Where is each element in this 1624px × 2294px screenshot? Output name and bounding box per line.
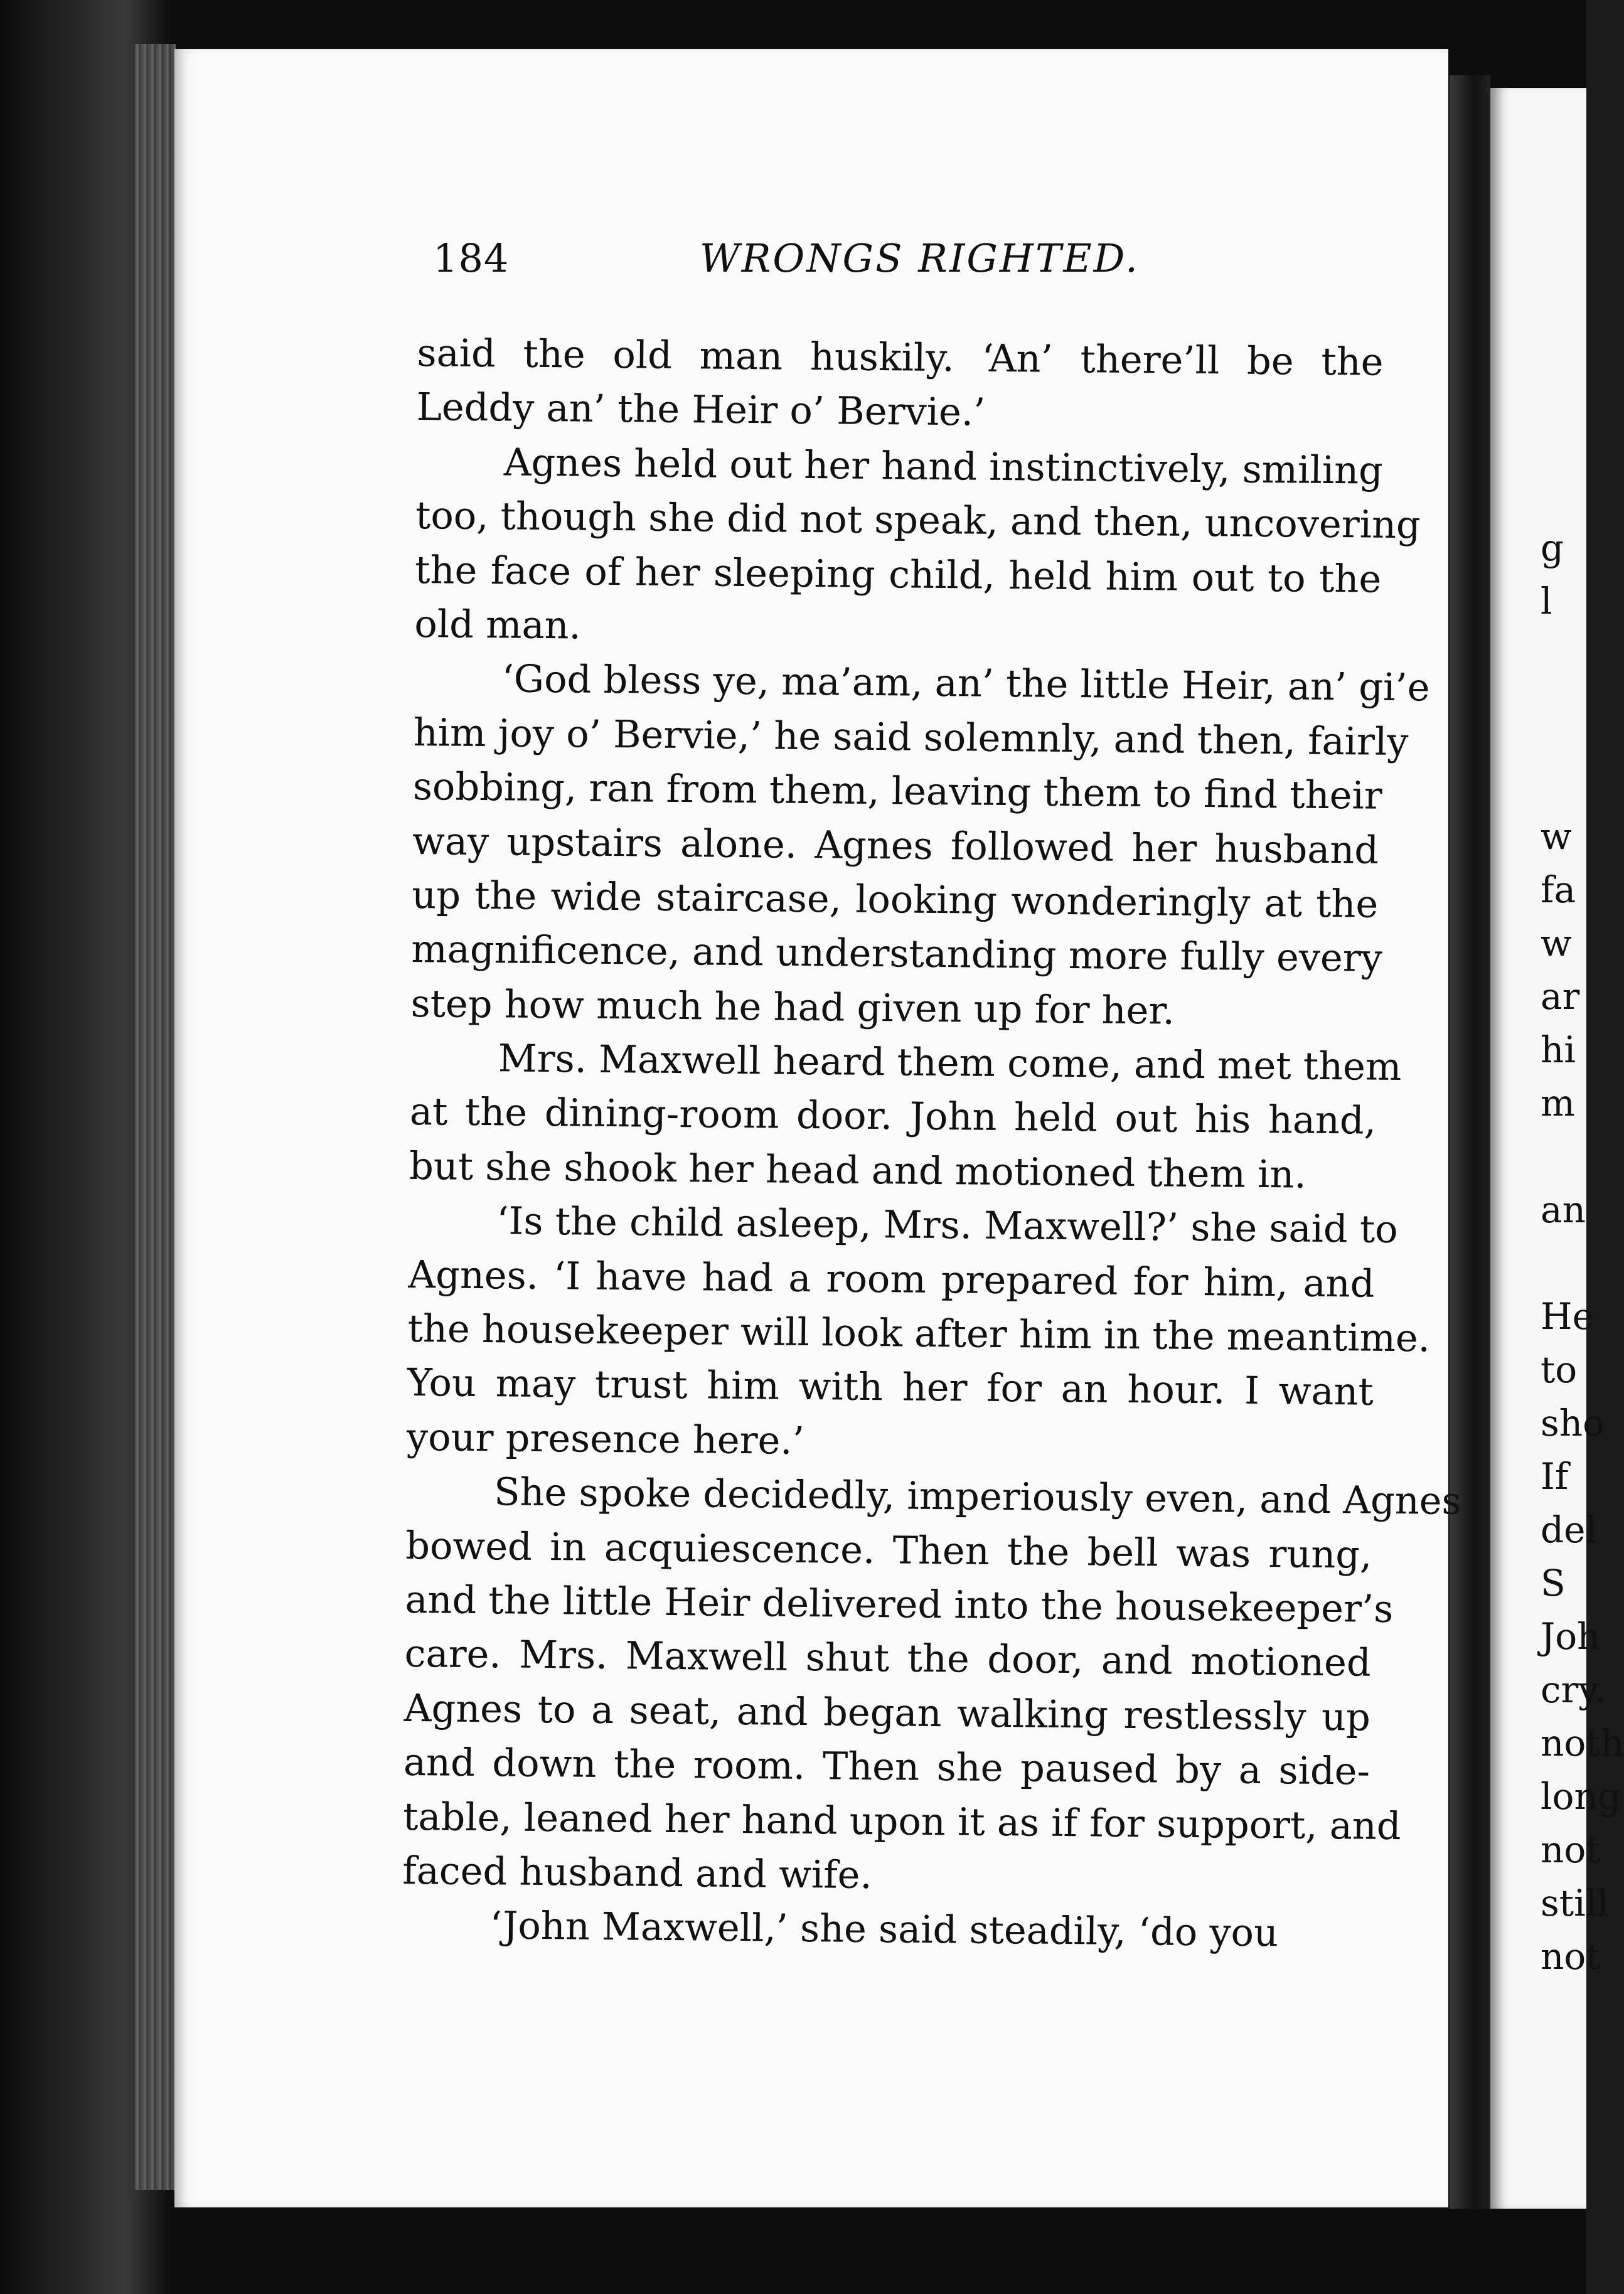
facing-page-fragment: cry. [1541,1668,1606,1711]
facing-page-fragment: not [1541,1828,1601,1871]
facing-page-fragment: If [1541,1455,1569,1498]
text-line: Agnes held out her hand instinctively, smiling [503,440,1384,493]
paragraph [406,1193,1431,1474]
paragraph [414,435,1421,661]
facing-page-fragment: He [1541,1295,1594,1338]
text-line: the housekeeper will look after him in the meantime. [407,1306,1431,1361]
text-line: step how much he had given up for her. [410,981,1175,1033]
text-line: the face of her sleeping child, held him out to the [414,548,1382,602]
facing-page-fragment: m [1541,1082,1575,1124]
facing-page-fragment: Joh [1541,1615,1601,1658]
text-line: care. Mrs. Maxwell shut the door, and motioned [404,1632,1371,1686]
facing-page-fragment: hi [1541,1028,1576,1071]
paragraph [416,326,1384,444]
text-line: up the wide staircase, looking wonderingly at the [411,873,1379,927]
text-line: and the little Heir delivered into the housekeeper’s [405,1577,1394,1632]
text-line: ‘John Maxwell,’ she said steadily, ‘do you [489,1904,1279,1956]
facing-page-fragment: w [1541,922,1572,964]
paragraph [402,1898,1369,1961]
facing-page-fragment: g [1541,526,1564,569]
facing-page-fragment: S [1541,1562,1566,1604]
page-edges [135,44,176,2190]
facing-page-fragment: noth [1541,1722,1624,1764]
text-line: Agnes. ‘I have had a room prepared for him, and [408,1252,1375,1306]
text-line: said the old man huskily. ‘An’ there’ll be the [417,331,1384,385]
facing-page-fragment: l [1541,580,1552,622]
facing-page-fragment: sho [1541,1402,1605,1444]
book-gutter [1450,75,1490,2209]
text-line: at the dining-room door. John held out his hand, [409,1090,1377,1144]
text-line: and down the room. Then she paused by a side- [403,1741,1370,1794]
text-line: faced husband and wife. [402,1849,873,1898]
body-text [402,326,1461,1961]
text-line: ‘God bless ye, ma’am, an’ the little Heir, an’ gi’e [501,657,1430,710]
text-line: ‘Is the child asleep, Mrs. Maxwell?’ she said to [496,1199,1398,1252]
text-line: him joy o’ Bervie,’ he said solemnly, and then, fairly [413,710,1409,764]
paragraph [409,1031,1402,1203]
text-line: bowed in acquiescence. Then the bell was rung, [405,1523,1372,1577]
text-line: but she shook her head and motioned them in. [409,1144,1307,1197]
page-header [433,235,1173,292]
facing-page-fragment: an [1541,1188,1586,1231]
text-line: She spoke decidedly, imperiously even, and Agnes [493,1470,1461,1524]
facing-page-fragment: ar [1541,975,1580,1018]
paragraph [402,1464,1461,1907]
text-line: You may trust him with her for an hour. I want [407,1361,1374,1415]
facing-page-fragment: still [1541,1882,1609,1924]
text-line: Leddy an’ the Heir o’ Bervie.’ [416,385,986,435]
text-line: Mrs. Maxwell heard them come, and met them [498,1037,1402,1090]
paragraph [410,651,1430,1040]
text-line: way upstairs alone. Agnes followed her husband [412,819,1379,873]
facing-page-fragment: del [1541,1508,1598,1551]
facing-page-fragment: long [1541,1775,1621,1818]
text-line: your presence here.’ [406,1415,805,1463]
facing-page-fragment: not [1541,1935,1601,1978]
facing-page-fragment: w [1541,815,1572,858]
text-line: Agnes to a seat, and began walking restlessly up [403,1686,1371,1740]
running-title: WRONGS RIGHTED. [700,235,1140,281]
text-line: sobbing, ran from them, leaving them to find their [412,765,1383,818]
text-line: magnificence, and understanding more fully every [411,927,1383,981]
text-line: old man. [414,602,582,648]
facing-page-fragment: fa [1541,868,1576,911]
page-number: 184 [433,235,510,281]
text-line: table, leaned her hand upon it as if for support, and [402,1795,1401,1849]
text-line: too, though she did not speak, and then, uncovering [415,494,1421,548]
facing-page-fragment: to [1541,1348,1578,1391]
